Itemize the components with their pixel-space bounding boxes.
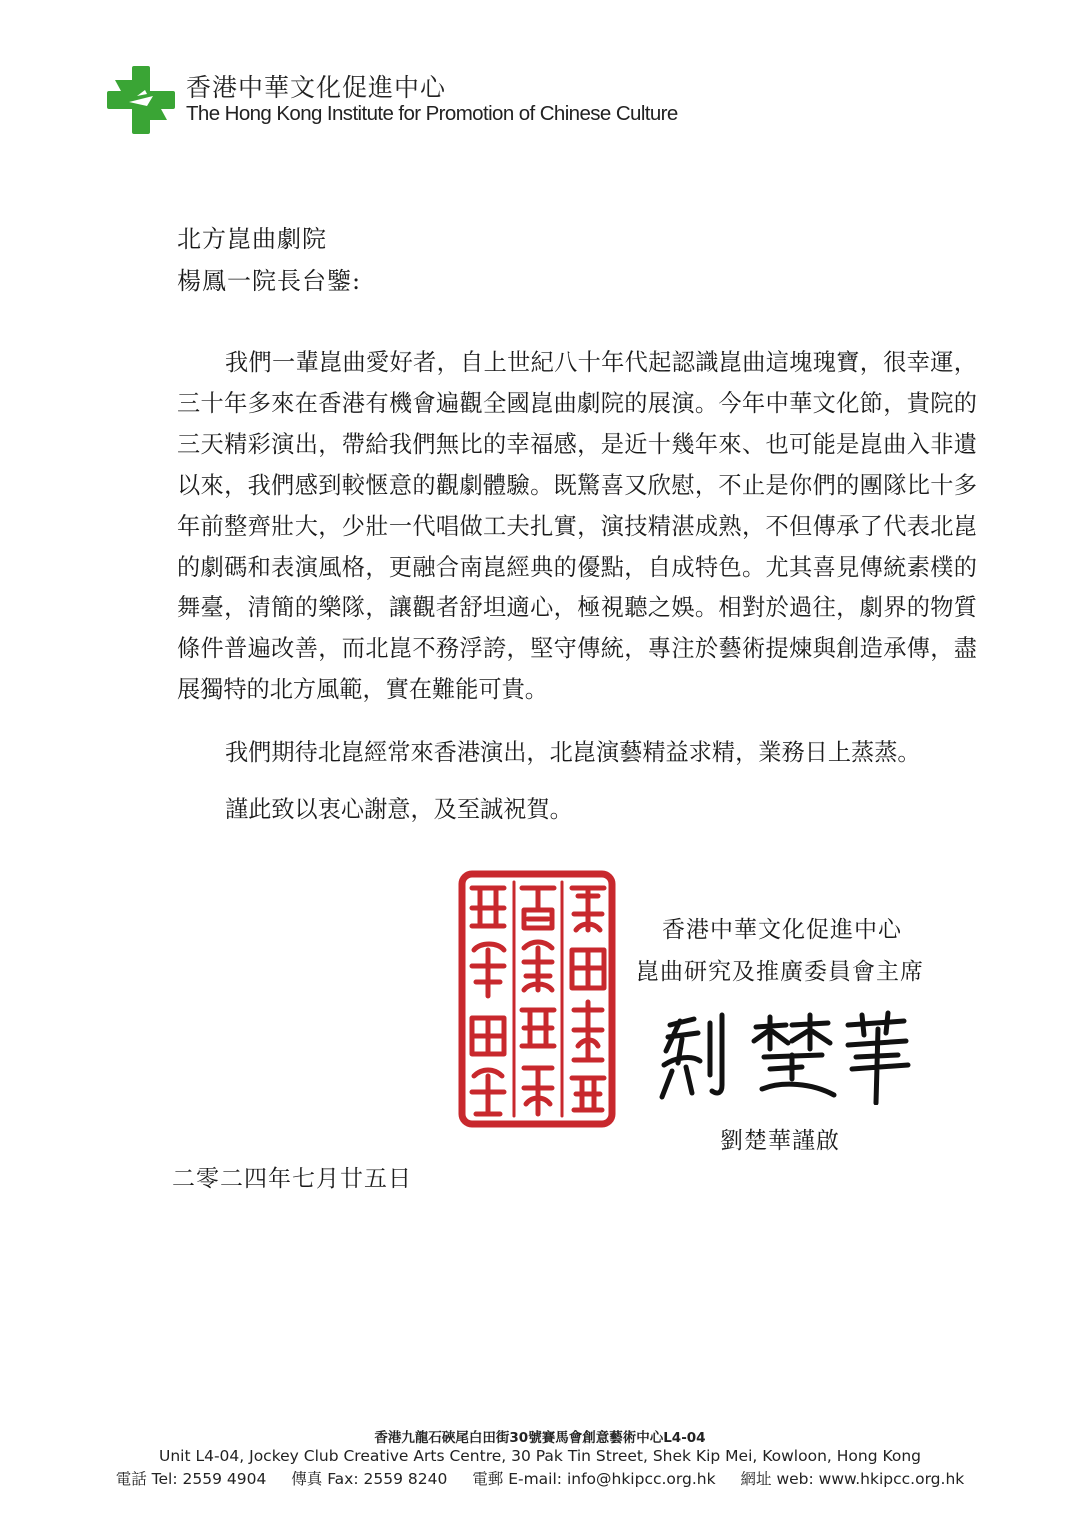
- footer-tel: 電話 Tel: 2559 4904: [115, 1470, 267, 1488]
- org-name-en: The Hong Kong Institute for Promotion of Chinese Culture: [186, 102, 678, 125]
- signatory-name: 劉楚華謹啟: [720, 1128, 840, 1154]
- letter-paragraph-1: 我們一輩崑曲愛好者，自上世紀八十年代起認識崑曲這塊瑰寶，很幸運，三十年多來在香港有機會遍觀全國崑曲劇院的展演。今年中華文化節，貴院的三天精彩演出，帶給我們無比的幸福感，是近十幾年來、也可能是崑曲入非遺以來，我們感到較愜意的觀劇體驗。既驚喜又欣慰，不止是你們的團隊比十多年前整齊壯大，少壯一代唱做工夫扎實，演技精湛成熟，不但傳承了代表北崑的劇碼和表演風格，更融合南崑經典的優點，自成特色。尤其喜見傳統素樸的舞臺，清簡的樂隊，讓觀者舒坦適心，極視聽之娛。相對於過往，劇界的物質條件普遍改善，而北崑不務浮誇，堅守傳統，專注於藝術提煉與創造承傳，盡展獨特的北方風範，實在難能可貴。: [177, 349, 977, 704]
- handwritten-signature: [652, 1005, 912, 1105]
- footer-web[interactable]: 網址 web: www.hkipcc.org.hk: [740, 1470, 965, 1488]
- signatory-organization: 香港中華文化促進中心: [662, 917, 902, 943]
- letter-paragraph-3: 謹此致以衷心謝意，及至誠祝賀。: [225, 796, 573, 823]
- footer-email[interactable]: 電郵 E-mail: info@hkipcc.org.hk: [472, 1470, 716, 1488]
- hkipcc-logo-icon: [107, 66, 175, 134]
- red-seal-stamp-icon: [458, 870, 616, 1128]
- footer-address-en: Unit L4-04, Jockey Club Creative Arts Centre, 30 Pak Tin Street, Shek Kip Mei, Kowloon, Hong Kong: [158, 1447, 922, 1465]
- signatory-title: 崑曲研究及推廣委員會主席: [636, 959, 924, 985]
- footer-address-zh: 香港九龍石硤尾白田街30號賽馬會創意藝術中心L4-04: [374, 1430, 706, 1446]
- recipient-organization: 北方崑曲劇院: [177, 225, 327, 253]
- footer-contacts: [0, 1467, 1080, 1489]
- letter-date: 二零二四年七月廿五日: [172, 1166, 412, 1192]
- recipient-salutation: 楊鳳一院長台鑒:: [177, 267, 362, 295]
- footer-fax: 傳真 Fax: 2559 8240: [291, 1470, 448, 1488]
- letter-paragraph-2: 我們期待北崑經常來香港演出，北崑演藝精益求精，業務日上蒸蒸。: [225, 739, 921, 766]
- org-name-zh: 香港中華文化促進中心: [186, 73, 447, 102]
